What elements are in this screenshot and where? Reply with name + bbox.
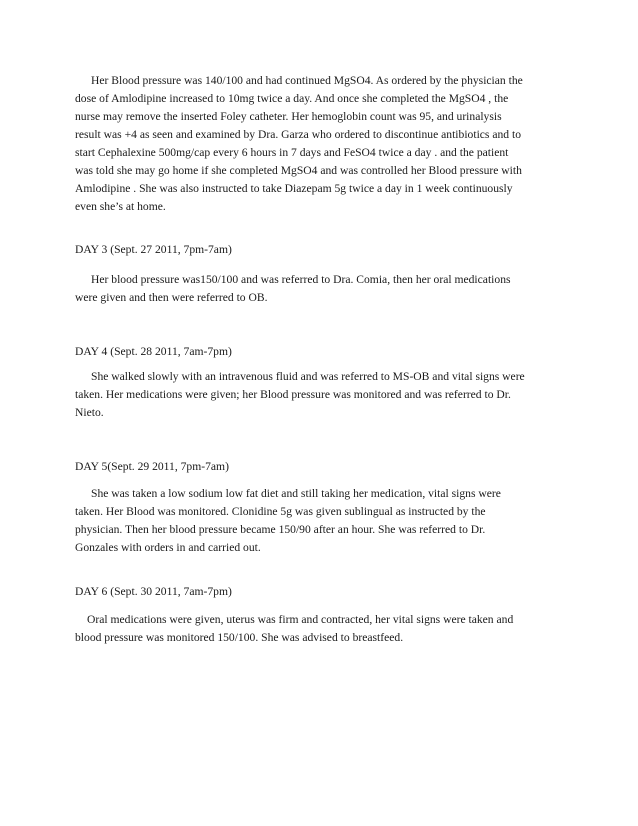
text-line: taken. Her Blood was monitored. Clonidine 5g was given sublingual as instructed by the bbox=[75, 505, 486, 518]
day6-paragraph bbox=[75, 611, 567, 647]
text-line: even she’s at home. bbox=[75, 200, 166, 213]
text-line: result was +4 as seen and examined by Dra. Garza who ordered to discontinue antibiotics and to bbox=[75, 128, 522, 141]
text-line: physician. Then her blood pressure became 150/90 after an hour. She was referred to Dr. bbox=[75, 523, 486, 536]
day4-heading: DAY 4 (Sept. 28 2011, 7am-7pm) bbox=[75, 345, 232, 358]
text-line: was told she may go home if she completed MgSO4 and was controlled her Blood pressure with bbox=[75, 164, 522, 177]
day4-paragraph bbox=[75, 368, 567, 422]
text-line: were given and then were referred to OB. bbox=[75, 291, 268, 304]
text-line: dose of Amlodipine increased to 10mg twice a day. And once she completed the MgSO4 , the bbox=[75, 92, 509, 105]
day6-heading: DAY 6 (Sept. 30 2011, 7am-7pm) bbox=[75, 585, 232, 598]
text-line: taken. Her medications were given; her Blood pressure was monitored and was referred to Dr. bbox=[75, 388, 511, 401]
text-line: blood pressure was monitored 150/100. She was advised to breastfeed. bbox=[75, 631, 404, 644]
text-line: She walked slowly with an intravenous fluid and was referred to MS-OB and vital signs were bbox=[91, 370, 525, 383]
day5-heading: DAY 5(Sept. 29 2011, 7pm-7am) bbox=[75, 460, 229, 473]
text-line: Oral medications were given, uterus was firm and contracted, her vital signs were taken and bbox=[87, 613, 514, 626]
text-line: Gonzales with orders in and carried out. bbox=[75, 541, 261, 554]
text-line: She was taken a low sodium low fat diet and still taking her medication, vital signs were bbox=[91, 487, 501, 500]
intro-paragraph bbox=[75, 72, 567, 216]
text-line: Her Blood pressure was 140/100 and had continued MgSO4. As ordered by the physician the bbox=[91, 74, 523, 87]
day3-paragraph bbox=[75, 271, 567, 307]
day5-paragraph bbox=[75, 485, 567, 557]
text-line: Nieto. bbox=[75, 406, 104, 419]
day3-heading: DAY 3 (Sept. 27 2011, 7pm-7am) bbox=[75, 243, 232, 256]
text-line: nurse may remove the inserted Foley catheter. Her hemoglobin count was 95, and urinalysis bbox=[75, 110, 502, 123]
text-line: Amlodipine . She was also instructed to take Diazepam 5g twice a day in 1 week continuously bbox=[75, 182, 513, 195]
text-line: Her blood pressure was150/100 and was referred to Dra. Comia, then her oral medications bbox=[91, 273, 511, 286]
text-line: start Cephalexine 500mg/cap every 6 hours in 7 days and FeSO4 twice a day . and the patient bbox=[75, 146, 509, 159]
